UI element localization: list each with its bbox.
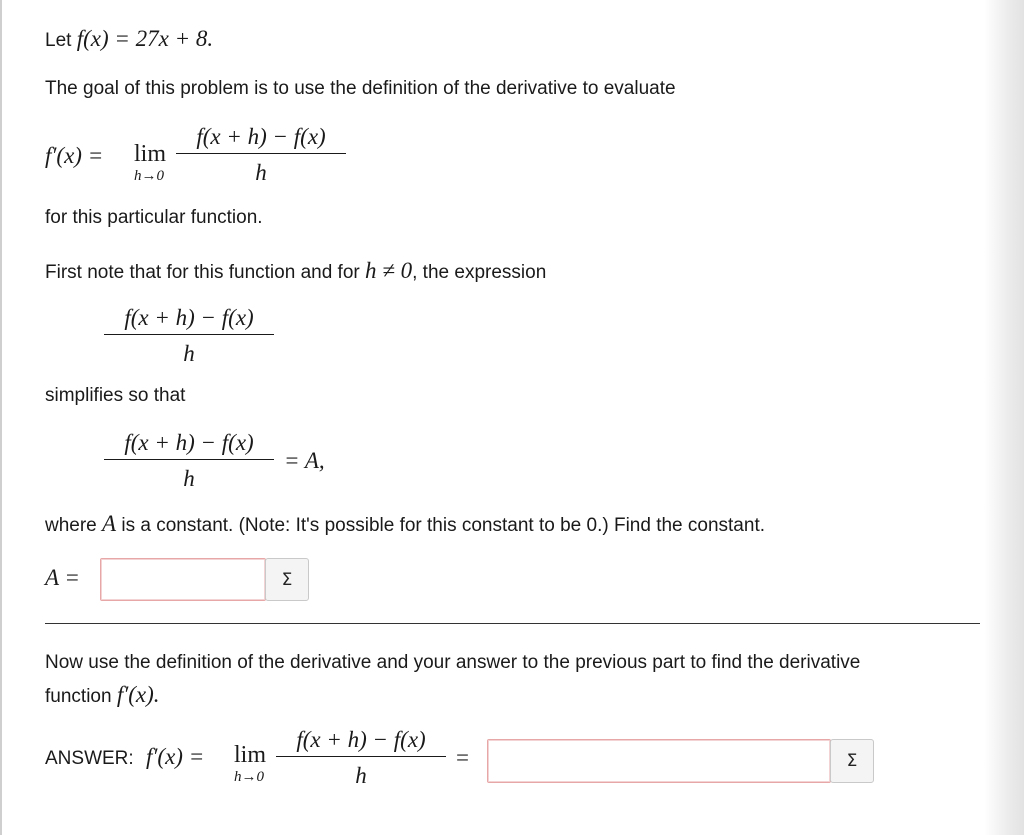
derivative-def-lhs: f′(x) = [45,143,104,168]
sigma-icon: Σ [281,569,293,590]
fraction-denominator: h [183,341,195,366]
simplified-fraction [104,430,274,492]
fraction-denominator: h [183,466,195,491]
limit-label: lim [134,141,167,167]
answer-lhs: f′(x) = [146,744,205,769]
answer-limit [234,742,267,785]
page-right-shadow [984,0,1024,835]
derivative-answer-input[interactable] [487,739,831,783]
derivative-equation-editor-button[interactable] [830,739,874,783]
intro-let: Let [45,30,72,51]
fraction-numerator: f(x + h) − f(x) [176,124,346,154]
page-left-border [0,0,2,835]
constant-equation-editor-button[interactable] [265,558,309,601]
part2-line-2 [45,682,160,708]
where-text-1: where [45,515,103,536]
function-definition: f(x) = 27x + 8. [76,26,214,51]
derivative-def-fraction [176,124,346,186]
limit-label: lim [234,742,267,768]
section-divider [45,623,980,624]
answer-fraction [276,727,446,789]
derivative-def-limit [134,141,167,184]
limit-subscript: h→0 [234,769,264,785]
part2-line-1: Now use the definition of the derivative and your answer to the previous part to find the derivative [45,652,861,673]
limit-subscript: h→0 [134,168,164,184]
simplified-rhs: = A, [284,448,325,473]
expression-fraction [104,305,274,367]
simplifies-text: simplifies so that [45,385,186,406]
fraction-numerator: f(x + h) − f(x) [104,305,274,335]
where-text-2: is a constant. (Note: It's possible for this constant to be 0.) Find the constant. [116,515,765,536]
fraction-numerator: f(x + h) − f(x) [276,727,446,757]
answer-label: ANSWER: [45,748,134,769]
constant-label: A = [45,565,80,590]
where-var: A [102,511,117,536]
first-note-condition: h ≠ 0 [365,258,413,283]
answer-equals: = [456,745,469,770]
fraction-denominator: h [355,763,367,788]
sigma-icon: Σ [846,751,858,771]
first-note-text-2: , the expression [412,262,547,283]
part2-line-2-text: function [45,686,117,707]
where-text [45,511,765,537]
goal-text: The goal of this problem is to use the definition of the derivative to evaluate [45,78,676,99]
particular-text: for this particular function. [45,207,263,228]
fraction-numerator: f(x + h) − f(x) [104,430,274,460]
first-note [45,258,546,284]
constant-answer-input[interactable] [100,558,266,601]
fraction-denominator: h [255,160,267,185]
first-note-text-1: First note that for this function and for [45,262,365,283]
part2-line-2-math: f′(x). [116,682,160,707]
intro-line [45,26,213,52]
